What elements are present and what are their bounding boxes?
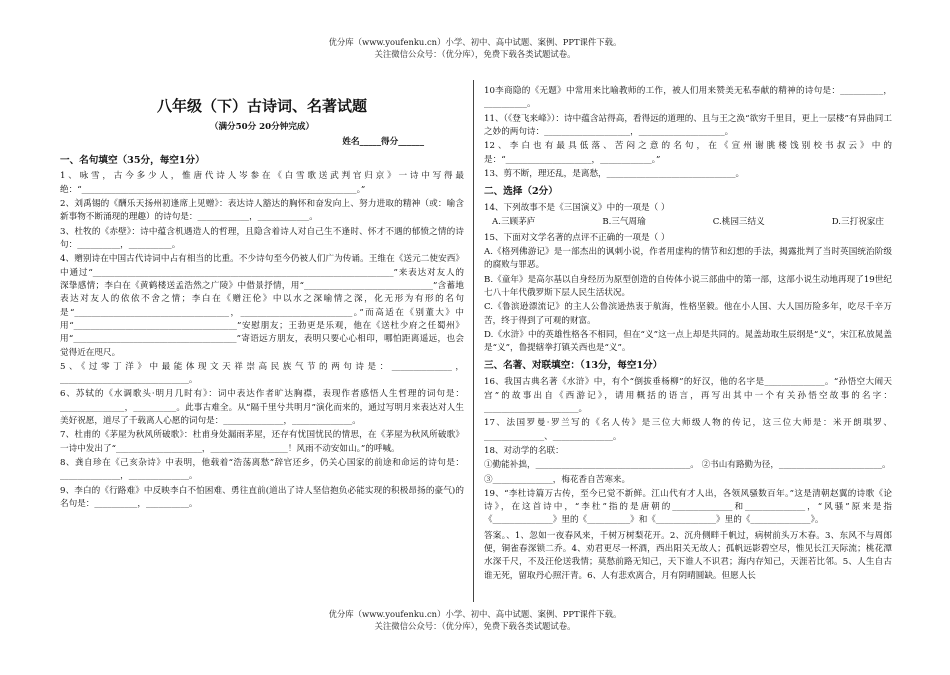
- question-15-option-a: A.《格列佛游记》是一部杰出的讽刺小说，作者用虚构的情节和幻想的手法，揭露批判了当时英国统治阶级的腐败与罪恶。: [484, 246, 892, 271]
- banner-line-2: 关注微信公众号：（优分库），免费下载各类试题试卷。: [374, 621, 576, 631]
- left-column: [60, 85, 464, 512]
- right-column: [484, 85, 892, 583]
- question-17: 17、法国罗曼·罗兰写的《名人传》是三位大师级人物的传记，这三位大师是：米开朗琪罗、______________、______________。: [484, 418, 892, 442]
- bottom-banner: [0, 608, 950, 632]
- answer-key: 答案。、1、忽如一夜春风来，千树万树梨花开。2、沉舟侧畔千帆过，病树前头万木春。3、东风不与周郎便，铜雀春深锁二乔。4、劝君更尽一杯酒，西出阳关无故人；孤帆远影碧空尽，惟见长江天际流；桃花潭水深千尺，不及汪伦送我情；莫愁前路无知己，天下谁人不识君；海内存知己，天涯若比邻。5、人生自古谁无死，留取丹心照汗青。6、人有悲欢离合，月有阴晴圆缺。但愿人长: [484, 530, 892, 581]
- option-c: C.桃园三结义: [712, 217, 765, 228]
- banner-line-1: 优分库（www.youfenku.cn）小学、初中、高中试题、案例、PPT课件下载。: [328, 37, 622, 47]
- question-7: 7、杜甫的《茅屋为秋风所破歌》：杜甫身处漏雨茅屋，还存有忧国忧民的情思，在《茅屋为秋风所破歌》一诗中发出了“____________________，__________________！风雨不动安如山。”的呼喊。: [60, 430, 464, 454]
- question-6: 6、苏轼的《水调歌头·明月几时有》：词中表达作者旷达胸襟，表现作者感悟人生哲理的词句是：_______________，__________。此事古难全。从“隔千里兮共明月”演化而来的，通过写明月来表达对人生美好祝愿，道尽了千载离人心愿的词句是：______________，______________。: [60, 389, 464, 427]
- question-10: 10李商隐的《无题》中常用来比喻教师的工作，被人们用来赞美无私奉献的精神的诗句是：__________，__________。: [484, 86, 892, 110]
- question-18-item-3: ③______________，梅花香自苦寒来。: [484, 474, 631, 485]
- section-3-heading: 三、名著、对联填空：（13分，每空1分）: [484, 360, 663, 372]
- option-d: D.三打祝家庄: [831, 217, 884, 228]
- question-15-option-b: B.《童年》是高尔基以自身经历为原型创造的自传体小说三部曲中的第一部，这部小说生动地再现了19世纪七八十年代俄罗斯下层人民生活状况。: [484, 274, 892, 298]
- question-18: 18、对动学的名联：: [484, 445, 564, 456]
- question-14: 14、下列故事不是《三国演义》中的一项是（ ）: [484, 203, 670, 214]
- question-15-option-c: C.《鲁滨逊漂流记》的主人公鲁滨逊热衷于航海，性格坚毅。他在小人国、大人国历险多年，吃尽千辛万苦，终于得到了可观的财富。: [484, 302, 892, 326]
- question-14-options: [484, 216, 892, 229]
- question-9: 9、李白的《行路难》中反映李白不怕困难、勇往直前(道出了诗人坚信抱负必能实现的积极昂扬的豪气)的名句是：__________，__________。: [60, 485, 464, 509]
- page-title: 八年级（下）古诗词、名著试题: [156, 97, 367, 115]
- question-4: 4、赠别诗在中国古代诗词中占有相当的比重。不少诗句至今仍被人们广为传诵。王维在《送元二使安西》中通过“______________________________________________________________________”来表达对友人的深挚感情；李白在《黄鹤楼送孟浩然之广陵》中借景抒情，用“______________________________”含蓄地表达对友人的依依不舍之情；李白在《赠汪伦》中以水之深喻情之深，化无形为有形的名句是“____________________________________，__________________________。”而高适在《别董大》中用“______________________________________”安慰朋友；王勃更是乐观，他在《送杜少府之任蜀州》用“______________________________________”寄语远方朋友，表明只要心心相印，哪怕距离遥远，也会觉得近在咫尺。: [60, 254, 464, 358]
- section-2-heading: 二、选择（2分）: [484, 186, 558, 198]
- section-1-heading: 一、名句填空（35分，每空1分）: [60, 154, 205, 166]
- banner-line-1: 优分库（www.youfenku.cn）小学、初中、高中试题、案例、PPT课件下载。: [328, 609, 622, 619]
- top-banner: [0, 36, 950, 60]
- column-divider: [473, 80, 474, 602]
- question-15-option-d: D.《水浒》中的英雄性格各不相同，但在“义”这一点上却是共同的。晁盖劫取生辰纲是“义”，宋江私放晁盖是“义”，鲁提辖拳打镇关西也是“义”。: [484, 329, 892, 354]
- question-18-item-1-2: ①勤能补拙，____________________________________。 ②书山有路勤为径，________________________。: [484, 460, 891, 471]
- question-15: 15、下面对文学名著的点评不正确的一项是（ ）: [484, 232, 670, 243]
- question-5: 5、《过零丁洋》中最能体现文天祥崇高民族气节的两句诗是：______________，______________________________。: [60, 361, 464, 386]
- option-b: B.三气周瑜: [602, 217, 646, 228]
- question-3: 3、杜牧的《赤壁》：诗中蕴含机遇造人的哲理，且隐含着诗人对自己生不逢时、怀才不遇的郁愤之情的诗句：__________，__________。: [60, 226, 464, 251]
- name-score-line: 姓名_____得分______: [342, 137, 424, 148]
- question-11: 11、（《登飞来峰》）：诗中蕴含站得高，看得远的道理的、且与王之涣“欲穷千里目，更上一层楼”有异曲同工之妙的两句诗：____________________，____________________。: [484, 113, 892, 137]
- question-16: 16、我国古典名著《水浒》中，有个“倒拔垂杨柳”的好汉，他的名字是______________。“孙悟空大闹天宫”的故事出自《西游记》，请用概括的语言，再写出其中一个有关孙悟空故事的名字：______________________。: [484, 377, 892, 414]
- banner-line-2: 关注微信公众号：（优分库），免费下载各类试题试卷。: [374, 49, 576, 59]
- score-time-note: （满分50分 20分钟完成）: [209, 122, 315, 132]
- question-13: 13、剪不断，理还乱，是离愁，______________________________。: [484, 168, 745, 179]
- question-1: 1、咏雪，古今多少人，惟唐代诗人岑参在《白雪歌送武判官归京》一诗中写得最绝：“________________________________________________________________。”: [60, 171, 464, 195]
- question-12: 12、李白也有最具低落、苦闷之意的名句，在《宣州谢朓楼饯别校书叔云》中的是：“____________________，____________。”: [484, 141, 892, 165]
- question-8: 8、龚自珍在《己亥杂诗》中表明，他载着“浩荡离愁”辞官还乡，仍关心国家的前途和命运的诗句是：______________，______________。: [60, 458, 464, 482]
- option-a: A.三顾茅庐: [492, 217, 536, 228]
- question-2: 2、刘禹锡的《酬乐天扬州初逢席上见赠》：表达诗人豁达的胸怀和奋发向上、努力进取的精神（或：喻含新事物不断涌现的理趣）的诗句是：____________，____________。: [60, 199, 464, 223]
- question-19: 19、“李杜诗篇万古传，至今已觉不新鲜。江山代有才人出，各领风骚数百年。”这是清朝赵翼的诗歌《论诗》，在这首诗中，“李杜”指的是唐朝的______________和______________，“风骚”原来是指《______________》里的《__________》和《______________》里的《______________》。: [484, 488, 892, 526]
